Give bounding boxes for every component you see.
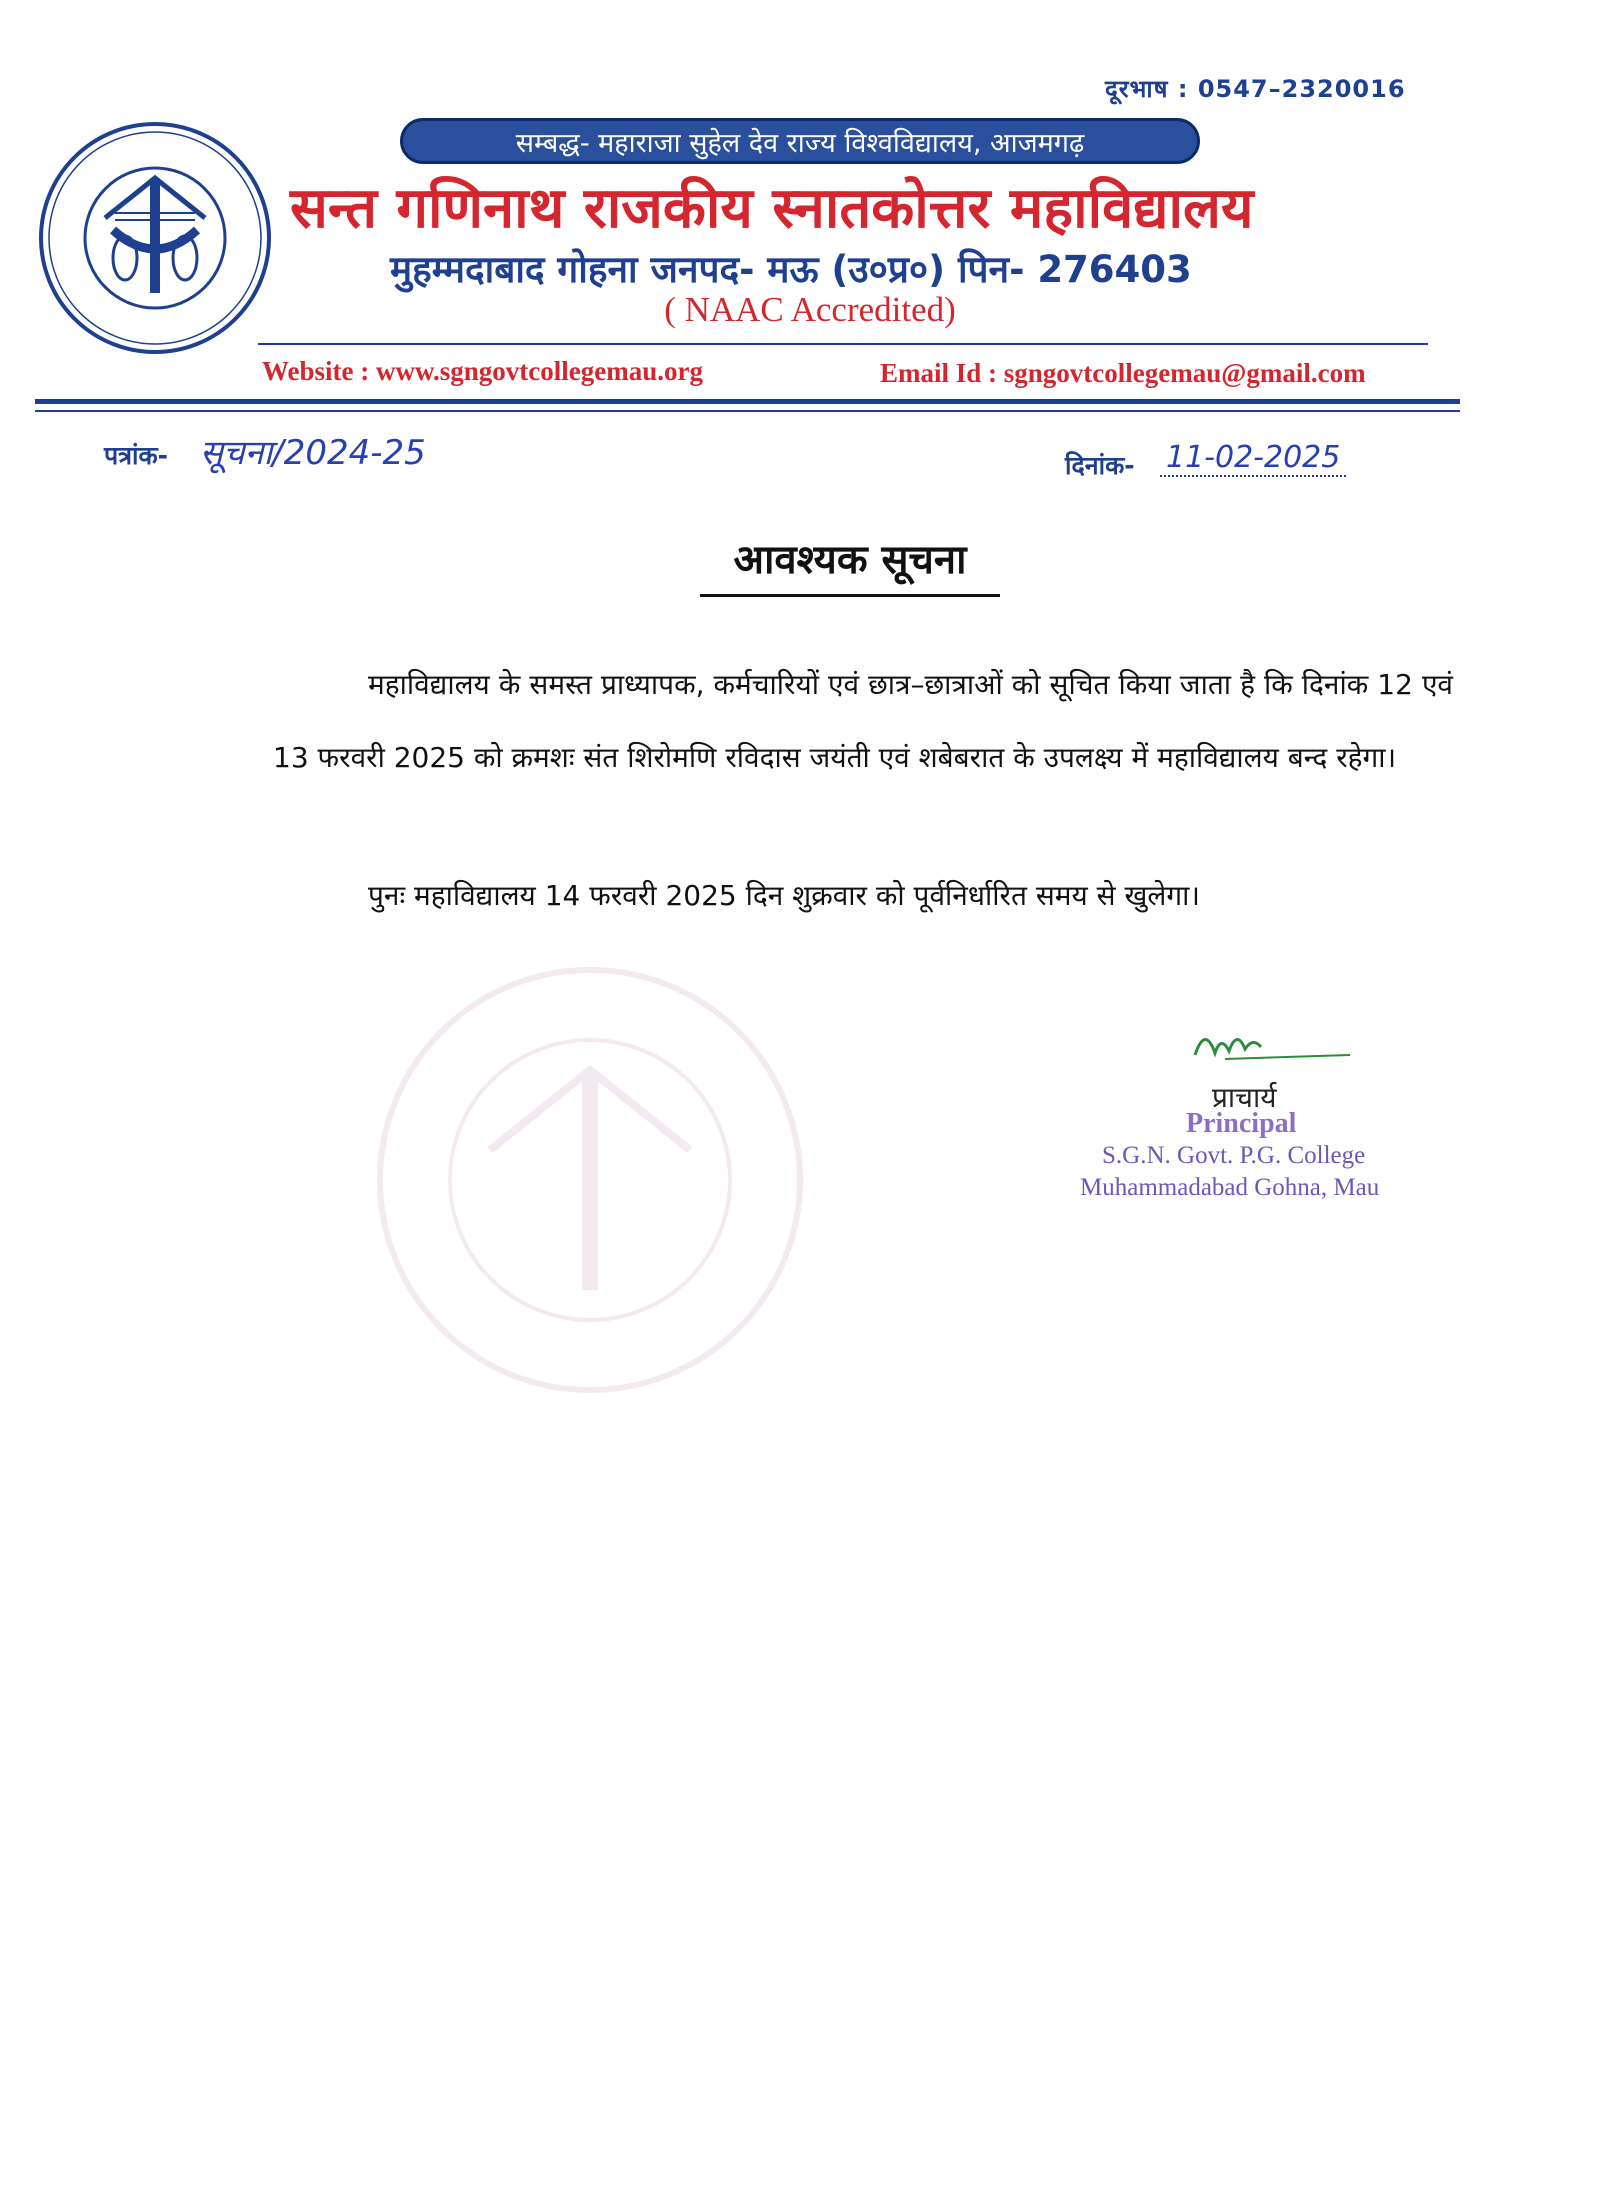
notice-paragraph-2: पुनः महाविद्यालय 14 फरवरी 2025 दिन शुक्रवार को पूर्वनिर्धारित समय से खुलेगा। (368, 879, 1200, 912)
watermark-seal-icon (370, 960, 810, 1400)
header-rule-thin (35, 410, 1460, 412)
reference-number: सूचना/2024-25 (200, 433, 426, 473)
reference-label: पत्रांक- (104, 441, 169, 470)
notice-paragraph-1: महाविद्यालय के समस्त प्राध्यापक, कर्मचारियों एवं छात्र–छात्राओं को सूचित किया जाता है कि दिनांक 12 एवं 13 फरवरी 2025 को क्रमशः संत शिरोमणि रविदास जयंती एवं शबेबरात के उपलक्ष्य में महाविद्यालय बन्द रहेगा। (273, 668, 1453, 774)
date-value: 11-02-2025 (1160, 440, 1346, 477)
principal-title-english: Principal (1186, 1108, 1297, 1139)
website-link[interactable]: Website : www.sgngovtcollegemau.org (262, 356, 703, 386)
header-rule-thick (35, 399, 1460, 404)
college-seal-icon (35, 118, 275, 358)
notice-heading: आवश्यक सूचना (733, 537, 967, 583)
affiliation-banner: सम्बद्ध- महाराजा सुहेल देव राज्य विश्वविद्यालय, आजमगढ़ (400, 118, 1200, 164)
heading-underline (700, 594, 1000, 597)
naac-accreditation: ( NAAC Accredited) (664, 290, 956, 329)
signature-icon (1185, 1015, 1355, 1075)
college-name: सन्त गणिनाथ राजकीय स्नातकोत्तर महाविद्यालय (290, 176, 1254, 241)
header-divider (258, 343, 1428, 345)
email-link[interactable]: Email Id : sgngovtcollegemau@gmail.com (880, 358, 1366, 388)
stamp-college: S.G.N. Govt. P.G. College (1102, 1142, 1366, 1169)
phone-number: दूरभाष : 0547–2320016 (1105, 75, 1406, 103)
stamp-location: Muhammadabad Gohna, Mau (1080, 1174, 1380, 1201)
college-address: मुहम्मदाबाद गोहना जनपद- मऊ (उ०प्र०) पिन- 276403 (390, 248, 1192, 291)
principal-title-hindi: प्राचार्य (1212, 1081, 1277, 1114)
date-label: दिनांक- (1065, 451, 1135, 480)
